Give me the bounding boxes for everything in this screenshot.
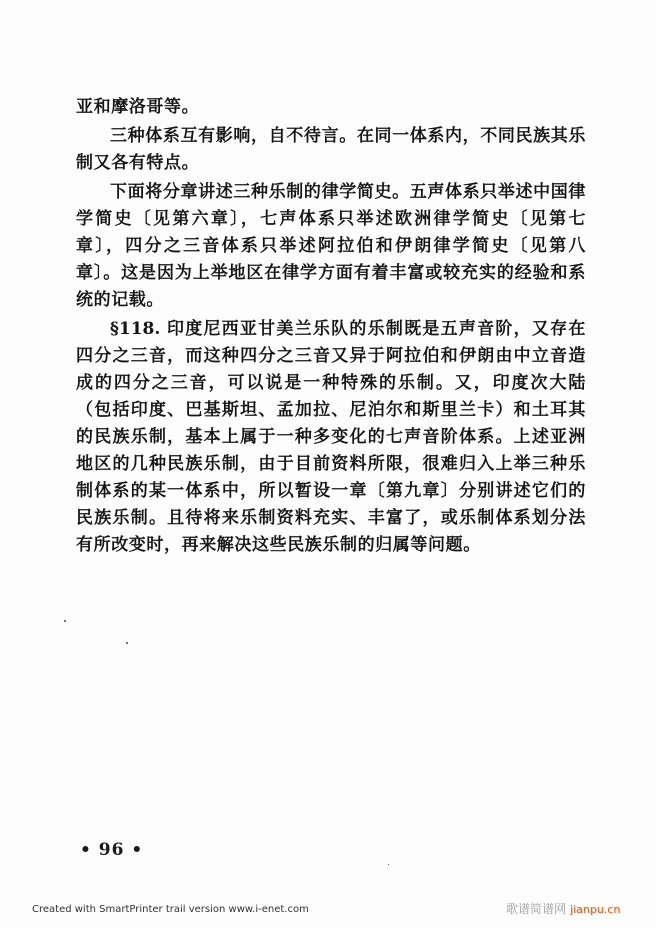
paragraph-section-118 bbox=[76, 316, 586, 559]
watermark-cn: 歌谱简谱网 bbox=[506, 902, 567, 916]
scan-speck bbox=[64, 620, 66, 622]
site-watermark bbox=[506, 900, 620, 917]
paragraph-influence: 三种体系互有影响，自不待言。在同一体系内，不同民族其乐制又各有特点。 bbox=[76, 126, 586, 173]
watermark-domain: jianpu.cn bbox=[570, 903, 621, 916]
paragraph-continuation: 亚和摩洛哥等。 bbox=[76, 97, 200, 117]
paragraph-chapter-overview: 下面将分章讲述三种乐制的律学简史。五声体系只举述中国律学简史〔见第六章〕，七声体系只举述欧洲律学简史〔见第七章〕，四分之三音体系只举述阿拉伯和伊朗律学简史〔见第八章〕。这是因为上举地区在律学方面有着丰富或较充实的经验和系统的记载。 bbox=[76, 182, 586, 310]
section-118-text: 印度尼西亚甘美兰乐队的乐制既是五声音阶，又存在四分之三音，而这种四分之三音又异于阿拉伯和伊朗由中立音造成的四分之三音，可以说是一种特殊的乐制。又，印度次大陆（包括印度、巴基斯坦、孟加拉、尼泊尔和斯里兰卡）和土耳其的民族乐制，基本上属于一种多变化的七声音阶体系。上述亚洲地区的几种民族乐制，由于目前资料所限，很难归入上举三种乐制体系的某一体系中，所以暂设一章〔第九章〕分别讲述它们的民族乐制。且待将来乐制资料充实、丰富了，或乐制体系划分法有所改变时，再来解决这些民族乐制的归属等问题。 bbox=[76, 319, 586, 555]
section-number: §118. bbox=[110, 319, 161, 339]
scan-speck bbox=[388, 864, 389, 865]
scan-speck bbox=[126, 642, 128, 644]
page-number: • 96 • bbox=[80, 840, 144, 860]
footer-credit: Created with SmartPrinter trail version www.i-enet.com bbox=[32, 904, 309, 915]
body-text bbox=[76, 94, 586, 561]
